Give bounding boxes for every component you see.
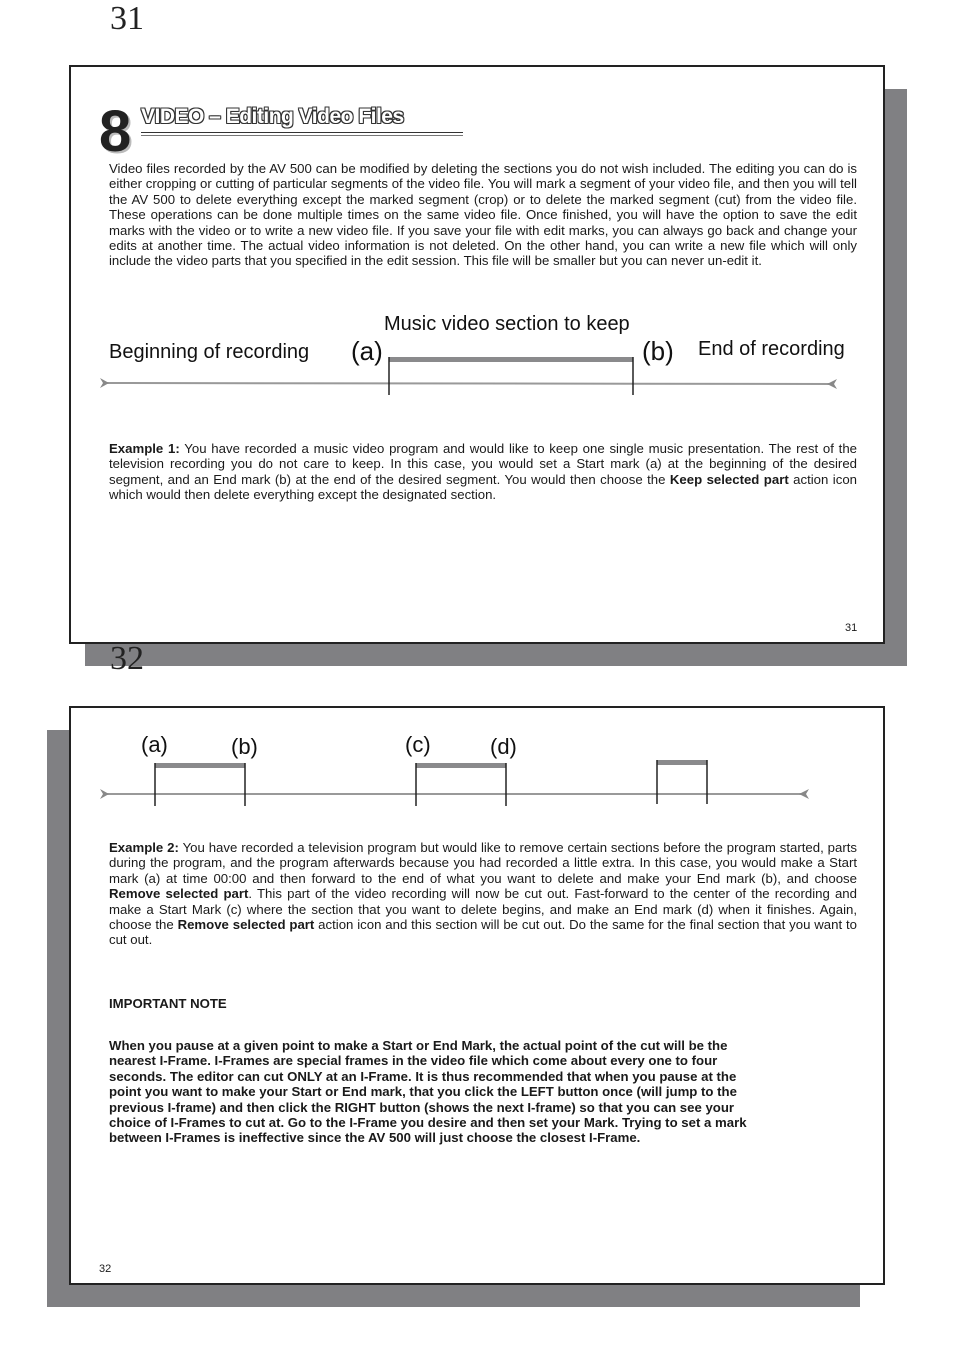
remove-selected-part-term: Remove selected part: [109, 886, 249, 902]
timeline-end-arrow: [827, 379, 837, 389]
timeline-line: [103, 383, 833, 384]
example-1-text-end: action icon which would then delete everything except the designated section.: [109, 471, 857, 503]
beginning-label: Beginning of recording: [109, 341, 310, 363]
example-1-label: Example 1:: [109, 441, 180, 456]
example-2-text-middle: . This part of the video recording will now be cut out. Fast-forward to the center of the recording and make a Start Mark (c) where the section that you want to delete begins, and make an End mark (d) when it finishes. Again, choose the: [109, 886, 857, 933]
end-label: End of recording: [698, 338, 845, 360]
mark-d-label: (d): [490, 734, 517, 759]
keep-selected-part-term: Keep selected part: [669, 471, 789, 487]
important-note-heading: IMPORTANT NOTE: [109, 996, 227, 1011]
intro-paragraph: Video files recorded by the AV 500 can be modified by deleting the sections you do not wish included. The editing you can do is either cropping or cutting of particular segments of the video file. You will mark a segment of your video file, and then you will tell the AV 500 to delete everything except the marked segment (crop) or to delete the marked segment (cut) from the video file. These operations can be done multiple times on the same video file. Once finished, you will have the option to save the edit marks with the video or to write a new video file. If you save your file with edit marks, you can always go back and change your edits at another time. The actual video information is not deleted. On the other hand, you can write a new file which will only include the video parts that you specified in the edit session. This file will be smaller but you can never un-edit it.: [109, 161, 857, 269]
mark-a-label: (a): [351, 336, 383, 366]
page-31: [69, 65, 885, 644]
example-2-label: Example 2:: [109, 840, 179, 855]
example-2-text: You have recorded a television program but would like to remove certain sections before the program started, parts during the program, and the program afterwards because you had recorded a little extra. In this case, you would make a Start mark (a) at time 00:00 and then forward to the end of what you want to delete and make your End mark (b), and choose: [109, 840, 857, 886]
example-2-text-end: action icon and this section will be cut out. Do the same for the final section that you want to cut out.: [109, 917, 857, 948]
mark-b-label: (b): [231, 734, 258, 759]
page-32: [69, 706, 885, 1285]
remove-selected-part-term-2: Remove selected part: [177, 917, 315, 933]
timeline-start-arrow: [100, 789, 109, 799]
keep-segment-bar: [389, 357, 633, 362]
mark-b-label: (b): [642, 336, 674, 366]
mark-a-label: (a): [141, 732, 168, 757]
timeline-graphic: [71, 67, 883, 642]
header-page-number-32: 32: [110, 640, 144, 677]
section-label: Music video section to keep: [384, 313, 630, 335]
header-page-number-31: 31: [110, 0, 144, 37]
page-31-footer-number: 31: [845, 622, 858, 634]
segment-cd-bar: [416, 763, 506, 768]
example-2-paragraph: [109, 840, 857, 948]
example-1-paragraph: [109, 441, 857, 503]
important-note-text: When you pause at a given point to make a Start or End Mark, the actual point of the cut will be the nearest I-Frame. I-Frames are special frames in the video file which come about every one to four seconds. The editor can cut ONLY at an I-Frame. It is thus recommended that when you pause at the point you want to make your Start or End mark, that you click the LEFT button once (will jump to the previous I-frame) and then click the RIGHT button (shows the next I-frame) so that you can see your choice of I-Frames to cut at. Go to the I-Frame you desire and then set your Mark. Trying to set a mark between I-Frames is ineffective since the AV 500 will just choose the closest I-Frame.: [109, 1038, 747, 1146]
chapter-number: 8: [99, 99, 132, 164]
timeline-start-arrow: [100, 378, 109, 388]
mark-c-label: (c): [405, 732, 431, 757]
page-32-footer-number: 32: [99, 1263, 112, 1275]
segment-final-bar: [657, 760, 707, 765]
example-1-text: You have recorded a music video program and would like to keep one single music presentation. The rest of the television recording you do not care to keep. In this case, you would set a Start mark (a) at the beginning of the desired segment, and an End mark (b) at the end of the desired segment. You would then choose the: [109, 441, 858, 487]
segment-ab-bar: [155, 763, 245, 768]
timeline-end-arrow: [799, 789, 809, 799]
chapter-title: VIDEO – Editing Video Files: [141, 105, 404, 128]
